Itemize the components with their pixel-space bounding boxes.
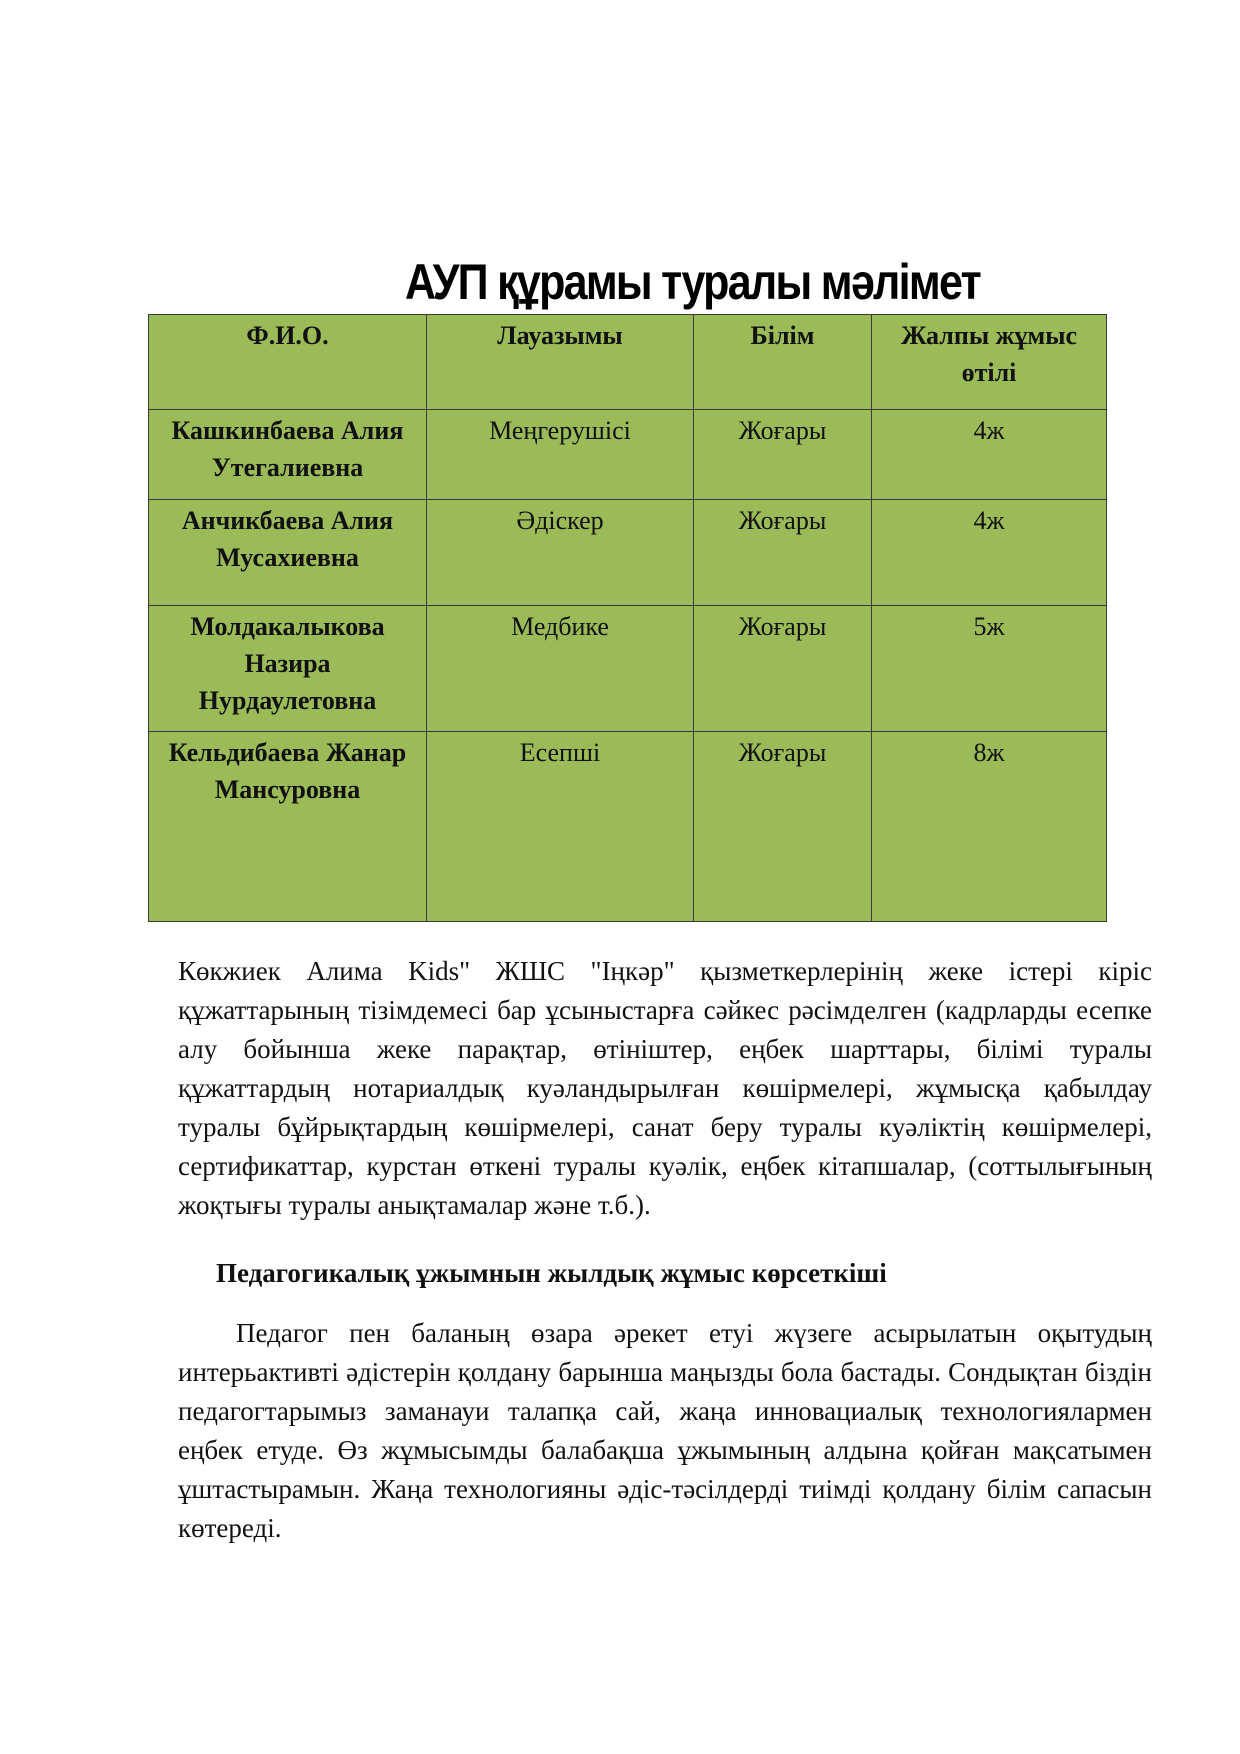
cell-education: Жоғары xyxy=(694,732,872,922)
staff-table xyxy=(148,314,1107,922)
table-row xyxy=(149,606,1107,732)
table-row xyxy=(149,732,1107,922)
cell-experience: 8ж xyxy=(872,732,1107,922)
header-education: Білім xyxy=(694,315,872,410)
cell-education: Жоғары xyxy=(694,410,872,500)
cell-position: Медбике xyxy=(427,606,694,732)
body-paragraph-staff-files: Көкжиек Алима Kids" ЖШС "Іңкәр" қызметкерлерінің жеке істері кіріс құжаттарының тізімдемесі бар ұсыныстарға сәйкес рәсімделген (кадрларды есепке алу бойынша жеке парақтар, өтініштер, еңбек шарттары, білімі туралы құжаттардың нотариалдық куәландырылған көшірмелері, жұмысқа қабылдау туралы бұйрықтардың көшірмелері, санат беру туралы куәліктің көшірмелері, сертификаттар, курстан өткені туралы куәлік, еңбек кітапшалар, (соттылығының жоқтығы туралы анықтамалар және т.б.). xyxy=(178,956,1152,1220)
section-heading: Педагогикалық ұжымнын жылдық жұмыс көрсеткіші xyxy=(216,1258,887,1288)
cell-position: Меңгерушісі xyxy=(427,410,694,500)
header-position: Лауазымы xyxy=(427,315,694,410)
header-experience: Жалпы жұмыс өтілі xyxy=(872,315,1107,410)
cell-name: Кашкинбаева Алия Утегалиевна xyxy=(149,410,427,500)
page-title: АУП құрамы туралы мәлімет xyxy=(404,253,980,310)
cell-name: Молдакалыкова Назира Нурдаулетовна xyxy=(149,606,427,732)
cell-name: Кельдибаева Жанар Мансуровна xyxy=(149,732,427,922)
cell-position: Әдіскер xyxy=(427,500,694,606)
cell-education: Жоғары xyxy=(694,606,872,732)
cell-experience: 4ж xyxy=(872,410,1107,500)
cell-experience: 4ж xyxy=(872,500,1107,606)
cell-education: Жоғары xyxy=(694,500,872,606)
cell-name: Анчикбаева Алия Мусахиевна xyxy=(149,500,427,606)
cell-position: Есепші xyxy=(427,732,694,922)
table-row xyxy=(149,500,1107,606)
body-paragraph-pedagogy: Педагог пен баланың өзара әрекет етуі жүзеге асырылатын оқытудың интерьактивті әдістерін қолдану барынша маңызды бола бастады. Сондықтан біздін педагогтарымыз заманауи талапқа сай, жаңа инновациалық технологиялармен еңбек етуде. Өз жұмысымды балабақша ұжымының алдына қойған мақсатымен ұштастырамын. Жаңа технологияны әдіс-тәсілдерді тиімді қолдану білім сапасын көтереді. xyxy=(178,1318,1152,1543)
header-name: Ф.И.О. xyxy=(149,315,427,410)
table-row xyxy=(149,410,1107,500)
cell-experience: 5ж xyxy=(872,606,1107,732)
table-header-row xyxy=(149,315,1107,410)
